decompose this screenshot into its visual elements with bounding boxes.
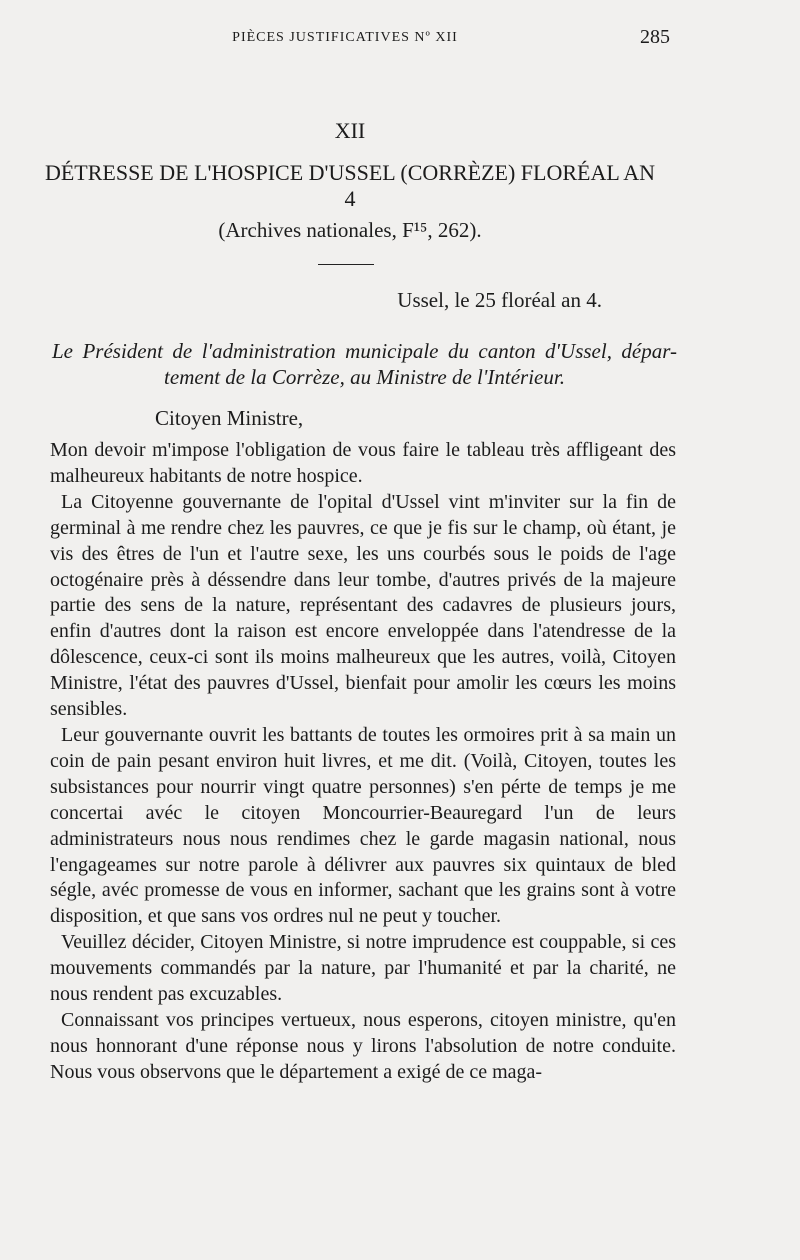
salutation: Citoyen Ministre, (155, 406, 304, 430)
address-line: Le Président de l'administration municipale du canton d'Ussel, dépar- (52, 339, 677, 363)
address-line: tement de la Corrèze, au Ministre de l'Intérieur. (164, 365, 565, 389)
paragraph: Connaissant vos principes vertueux, nous esperons, citoyen ministre, qu'en nous honnorant d'une réponse nous y lirons l'absolution de notre conduite. Nous vous observons que le département a exigé de ce maga- (50, 1008, 676, 1083)
dateline: Ussel, le 25 floréal an 4. (397, 288, 602, 312)
running-head: PIÈCES JUSTIFICATIVES Nº XII (232, 30, 458, 45)
paragraph: Mon devoir m'impose l'obligation de vous faire le tableau très affligeant des malheureux habitants de notre hospice. (50, 439, 676, 487)
page-number: 285 (640, 26, 670, 48)
archive-source: (Archives nationales, F¹⁵, 262). (218, 218, 482, 242)
paragraph: La Citoyenne gouvernante de l'opital d'Ussel vint m'inviter sur la fin de germinal à me rendre chez les pauvres, ce que je fis sur le champ, où étant, je vis des êtres de l'un et l'autre sexe, les uns courbés sous le poids de l'age octogénaire près à déssendre dans leur tombe, d'autres privés de la majeure partie des sens de la nature, représentant des cadavres de plusieurs jours, enfin d'autres dont la raison est encore enveloppée dans l'atendresse de la dôlescence, ceux-ci sont ils moins malheureux que les autres, voilà, Citoyen Ministre, l'état des pauvres d'Ussel, bienfait pour amolir les cœurs les moins sensibles. (50, 490, 676, 721)
document-title: DÉTRESSE DE L'HOSPICE D'USSEL (CORRÈZE) FLORÉAL AN 4 (44, 160, 656, 211)
letter-body (50, 438, 676, 1086)
paragraph: Veuillez décider, Citoyen Ministre, si notre imprudence est couppable, si ces mouvements commandés par la nature, par l'humanité et par la charité, ne nous rendent pas excuzables. (50, 931, 676, 1006)
letter-address (52, 338, 677, 390)
separator-rule (318, 264, 374, 265)
paragraph: Leur gouvernante ouvrit les battants de toutes les ormoires prit à sa main un coin de pain pesant environ huit livres, et me dit. (Voilà, Citoyen, toutes les subsistances pour nourrir vingt quatre personnes) s'en pérte de temps je me concertai avéc le citoyen Moncourrier-Beauregard l'un de leurs administrateurs nous nous rendimes chez le garde magasin national, nous l'engageames sur notre parole à délivrer aux pauvres six quintaux de bled ségle, avéc promesse de vous en informer, sachant que les grains sont à votre disposition, et que sans vos ordres nul ne peut y toucher. (50, 723, 676, 928)
chapter-number: XII (334, 118, 366, 143)
